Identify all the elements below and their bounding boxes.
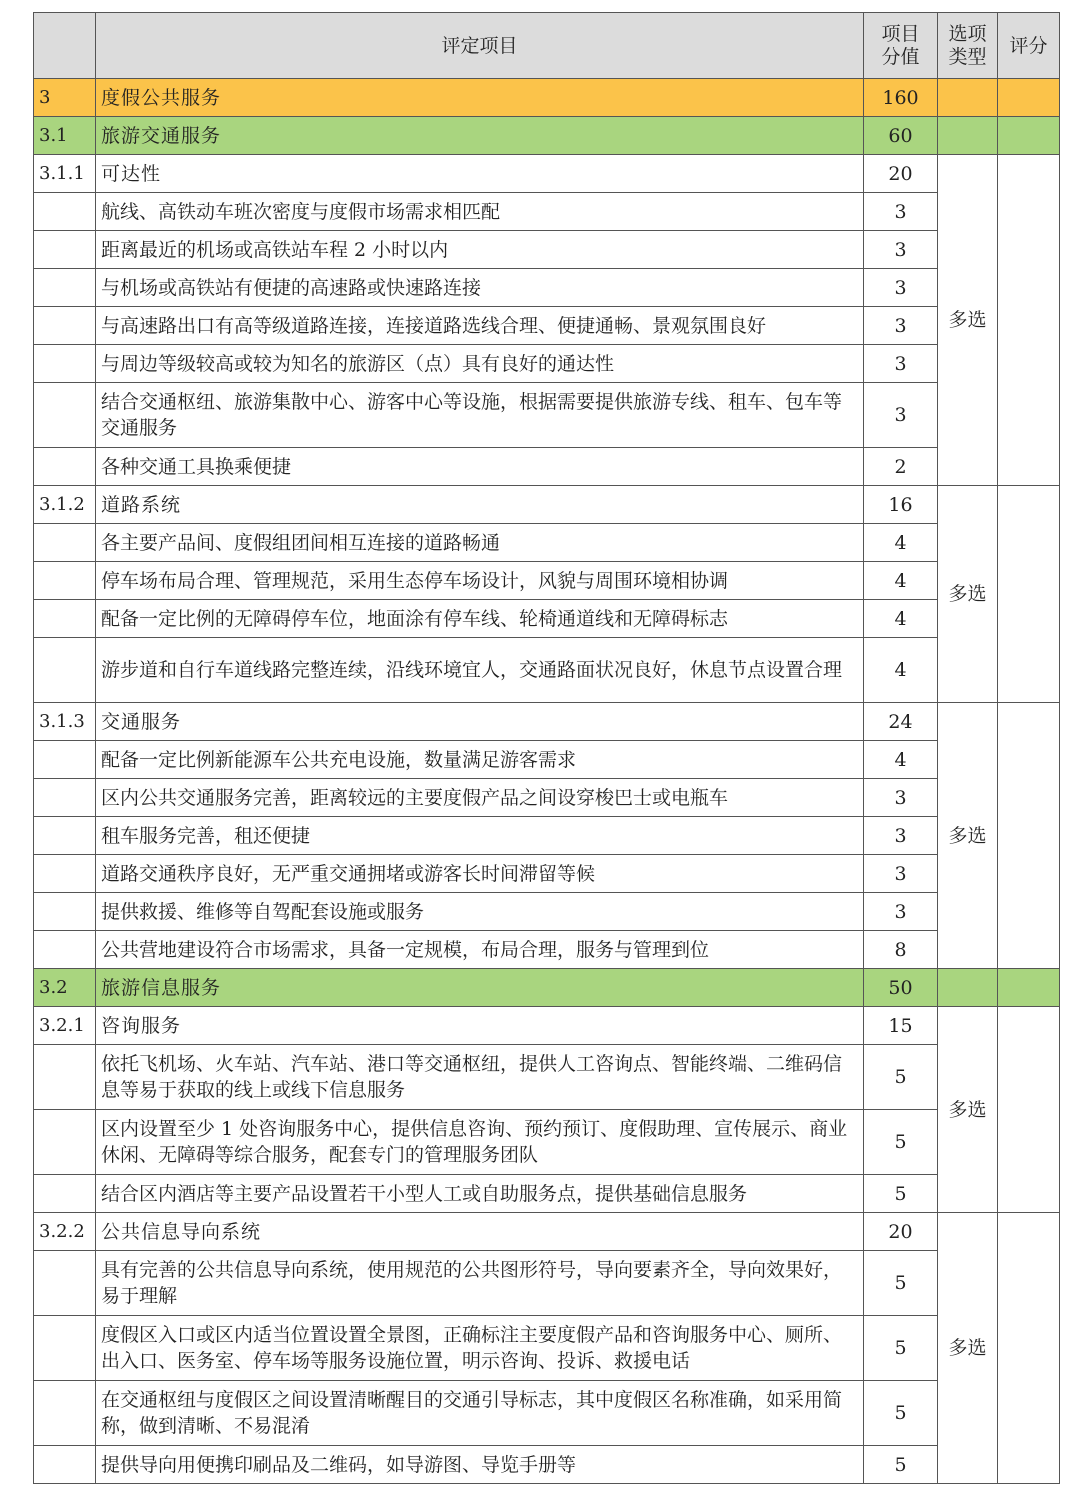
table-row: [34, 345, 1060, 383]
sub1-title: 旅游交通服务: [96, 117, 864, 155]
g311-rating: [998, 155, 1060, 486]
table-row: [34, 638, 1060, 703]
g313-score: 24: [864, 703, 938, 741]
item-score: 5: [864, 1381, 938, 1446]
table-row: [34, 855, 1060, 893]
item-score: 3: [864, 231, 938, 269]
table-row: [34, 524, 1060, 562]
table-row: [34, 817, 1060, 855]
item-text: 配备一定比例的无障碍停车位，地面涂有停车线、轮椅通道线和无障碍标志: [96, 600, 864, 638]
item-text: 各主要产品间、度假组团间相互连接的道路畅通: [96, 524, 864, 562]
item-id-blank: [34, 383, 96, 448]
sub1-rating: [998, 117, 1060, 155]
section-rating: [998, 79, 1060, 117]
item-score: 3: [864, 345, 938, 383]
item-score: 5: [864, 1316, 938, 1381]
item-id-blank: [34, 600, 96, 638]
g322-score: 20: [864, 1213, 938, 1251]
table-header-row: [34, 13, 1060, 79]
g313-rating: [998, 703, 1060, 969]
sub1-score: 60: [864, 117, 938, 155]
table-row: [34, 893, 1060, 931]
section-score: 160: [864, 79, 938, 117]
g312-id: 3.1.2: [34, 486, 96, 524]
item-score: 3: [864, 269, 938, 307]
item-score: 4: [864, 524, 938, 562]
item-text: 在交通枢纽与度假区之间设置清晰醒目的交通引导标志，其中度假区名称准确，如采用简称，做到清晰、不易混淆: [96, 1381, 864, 1446]
item-text: 具有完善的公共信息导向系统，使用规范的公共图形符号，导向要素齐全，导向效果好，易于理解: [96, 1251, 864, 1316]
item-id-blank: [34, 741, 96, 779]
item-id-blank: [34, 1381, 96, 1446]
item-score: 3: [864, 307, 938, 345]
item-id-blank: [34, 345, 96, 383]
item-id-blank: [34, 1110, 96, 1175]
sub1-row: [34, 117, 1060, 155]
item-score: 5: [864, 1446, 938, 1484]
g313-id: 3.1.3: [34, 703, 96, 741]
g321-type: 多选: [938, 1007, 998, 1213]
item-score: 4: [864, 600, 938, 638]
item-score: 3: [864, 779, 938, 817]
item-text: 区内公共交通服务完善，距离较远的主要度假产品之间设穿梭巴士或电瓶车: [96, 779, 864, 817]
sub2-row: [34, 969, 1060, 1007]
g311-group-row: [34, 155, 1060, 193]
item-id-blank: [34, 931, 96, 969]
item-id-blank: [34, 562, 96, 600]
table-row: [34, 779, 1060, 817]
section-title: 度假公共服务: [96, 79, 864, 117]
table-row: [34, 1446, 1060, 1484]
table-row: [34, 231, 1060, 269]
sub2-type: [938, 969, 998, 1007]
item-text: 区内设置至少 1 处咨询服务中心，提供信息咨询、预约预订、度假助理、宣传展示、商业休闲、无障碍等综合服务，配套专门的管理服务团队: [96, 1110, 864, 1175]
g311-type: 多选: [938, 155, 998, 486]
item-id-blank: [34, 307, 96, 345]
item-text: 提供救援、维修等自驾配套设施或服务: [96, 893, 864, 931]
item-id-blank: [34, 269, 96, 307]
item-score: 5: [864, 1045, 938, 1110]
item-id-blank: [34, 193, 96, 231]
header-blank: [34, 13, 96, 79]
sub1-type: [938, 117, 998, 155]
item-id-blank: [34, 448, 96, 486]
header-rating: 评分: [998, 13, 1060, 79]
table-row: [34, 383, 1060, 448]
g321-rating: [998, 1007, 1060, 1213]
sub2-rating: [998, 969, 1060, 1007]
sub2-title: 旅游信息服务: [96, 969, 864, 1007]
item-id-blank: [34, 893, 96, 931]
item-id-blank: [34, 638, 96, 703]
item-score: 3: [864, 817, 938, 855]
g312-group-row: [34, 486, 1060, 524]
item-text: 停车场布局合理、管理规范，采用生态停车场设计，风貌与周围环境相协调: [96, 562, 864, 600]
g322-group-row: [34, 1213, 1060, 1251]
item-text: 与机场或高铁站有便捷的高速路或快速路连接: [96, 269, 864, 307]
item-text: 租车服务完善，租还便捷: [96, 817, 864, 855]
item-score: 2: [864, 448, 938, 486]
g312-title: 道路系统: [96, 486, 864, 524]
item-text: 游步道和自行车道线路完整连续，沿线环境宜人，交通路面状况良好，休息节点设置合理: [96, 638, 864, 703]
table-row: [34, 193, 1060, 231]
item-text: 公共营地建设符合市场需求，具备一定规模，布局合理，服务与管理到位: [96, 931, 864, 969]
item-id-blank: [34, 1251, 96, 1316]
item-id-blank: [34, 1175, 96, 1213]
g322-title: 公共信息导向系统: [96, 1213, 864, 1251]
g312-type: 多选: [938, 486, 998, 703]
g311-score: 20: [864, 155, 938, 193]
table-row: [34, 741, 1060, 779]
g312-rating: [998, 486, 1060, 703]
table-row: [34, 307, 1060, 345]
table-row: [34, 1381, 1060, 1446]
table-row: [34, 1175, 1060, 1213]
table-row: [34, 1110, 1060, 1175]
section-type: [938, 79, 998, 117]
item-text: 结合交通枢纽、旅游集散中心、游客中心等设施，根据需要提供旅游专线、租车、包车等交通服务: [96, 383, 864, 448]
item-score: 5: [864, 1110, 938, 1175]
item-id-blank: [34, 855, 96, 893]
header-score: 项目 分值: [864, 13, 938, 79]
item-text: 结合区内酒店等主要产品设置若干小型人工或自助服务点，提供基础信息服务: [96, 1175, 864, 1213]
header-type: 选项 类型: [938, 13, 998, 79]
item-text: 各种交通工具换乘便捷: [96, 448, 864, 486]
item-score: 3: [864, 855, 938, 893]
g321-id: 3.2.1: [34, 1007, 96, 1045]
item-score: 8: [864, 931, 938, 969]
item-score: 3: [864, 193, 938, 231]
table-row: [34, 931, 1060, 969]
table-row: [34, 448, 1060, 486]
item-text: 距离最近的机场或高铁站车程 2 小时以内: [96, 231, 864, 269]
g313-title: 交通服务: [96, 703, 864, 741]
g322-id: 3.2.2: [34, 1213, 96, 1251]
item-id-blank: [34, 779, 96, 817]
item-id-blank: [34, 1316, 96, 1381]
item-score: 5: [864, 1251, 938, 1316]
item-id-blank: [34, 1045, 96, 1110]
item-text: 提供导向用便携印刷品及二维码，如导游图、导览手册等: [96, 1446, 864, 1484]
item-id-blank: [34, 231, 96, 269]
sub2-score: 50: [864, 969, 938, 1007]
g321-score: 15: [864, 1007, 938, 1045]
item-text: 与高速路出口有高等级道路连接，连接道路选线合理、便捷通畅、景观氛围良好: [96, 307, 864, 345]
item-text: 依托飞机场、火车站、汽车站、港口等交通枢纽，提供人工咨询点、智能终端、二维码信息等易于获取的线上或线下信息服务: [96, 1045, 864, 1110]
item-text: 配备一定比例新能源车公共充电设施，数量满足游客需求: [96, 741, 864, 779]
table-row: [34, 600, 1060, 638]
item-text: 道路交通秩序良好，无严重交通拥堵或游客长时间滞留等候: [96, 855, 864, 893]
g311-id: 3.1.1: [34, 155, 96, 193]
item-score: 4: [864, 741, 938, 779]
table-row: [34, 562, 1060, 600]
item-id-blank: [34, 524, 96, 562]
item-text: 与周边等级较高或较为知名的旅游区（点）具有良好的通达性: [96, 345, 864, 383]
item-score: 3: [864, 893, 938, 931]
table-row: [34, 1316, 1060, 1381]
sub1-id: 3.1: [34, 117, 96, 155]
item-score: 4: [864, 638, 938, 703]
table-row: [34, 1045, 1060, 1110]
g313-type: 多选: [938, 703, 998, 969]
item-score: 5: [864, 1175, 938, 1213]
g322-rating: [998, 1213, 1060, 1484]
sub2-id: 3.2: [34, 969, 96, 1007]
g311-title: 可达性: [96, 155, 864, 193]
item-score: 3: [864, 383, 938, 448]
g321-group-row: [34, 1007, 1060, 1045]
item-score: 4: [864, 562, 938, 600]
g312-score: 16: [864, 486, 938, 524]
item-id-blank: [34, 1446, 96, 1484]
section-row: [34, 79, 1060, 117]
evaluation-table: [33, 12, 1060, 1484]
g321-title: 咨询服务: [96, 1007, 864, 1045]
header-item: 评定项目: [96, 13, 864, 79]
item-text: 度假区入口或区内适当位置设置全景图，正确标注主要度假产品和咨询服务中心、厕所、出入口、医务室、停车场等服务设施位置，明示咨询、投诉、救援电话: [96, 1316, 864, 1381]
table-row: [34, 269, 1060, 307]
item-text: 航线、高铁动车班次密度与度假市场需求相匹配: [96, 193, 864, 231]
item-id-blank: [34, 817, 96, 855]
table-row: [34, 1251, 1060, 1316]
section-id: 3: [34, 79, 96, 117]
g313-group-row: [34, 703, 1060, 741]
g322-type: 多选: [938, 1213, 998, 1484]
